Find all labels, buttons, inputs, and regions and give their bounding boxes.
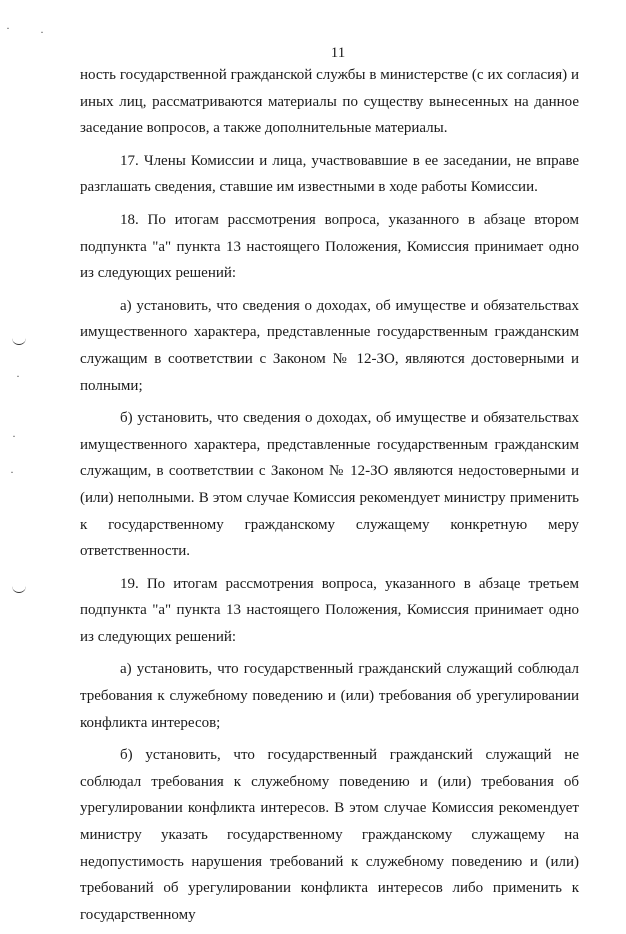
- paragraph-continuation: ность государственной гражданской службы в министерстве (с их согласия) и иных лиц, рассматриваются материалы по существу вынесенных на данное заседание вопросов, а также дополнительные материалы.: [80, 67, 579, 137]
- scan-dot: ·: [10, 465, 14, 479]
- paragraph-19: 19. По итогам рассмотрения вопроса, указанного в абзаце третьем подпункта "а" пункта 13 настоящего Положения, Комиссия принимает одно из следующих решений:: [80, 575, 579, 645]
- binding-hole-mark: [12, 336, 26, 345]
- scan-dot: ·: [16, 369, 20, 383]
- scan-dot: ·: [40, 25, 44, 39]
- scan-dot: ·: [6, 21, 10, 35]
- paragraph-19-b: б) установить, что государственный гражданский служащий не соблюдал требования к служебному поведению и (или) требования об урегулировании конфликта интересов. В этом случае Комиссия рекомендует министру указать государственному гражданскому служащему на недопустимость нарушения требований к служебному поведению и (или) требований об урегулировании конфликта интересов либо применить к государственному: [80, 747, 579, 923]
- paragraph-18-b: б) установить, что сведения о доходах, об имуществе и обязательствах имущественного характера, представленные государственным гражданским служащим, в соответствии с Законом № 12-ЗО являются недостоверными и (или) неполными. В этом случае Комиссия рекомендует министру применить к государственному гражданскому служащему конкретную меру ответственности.: [80, 410, 579, 560]
- page-number: 11: [330, 45, 346, 61]
- document-body: [80, 62, 579, 934]
- paragraph-19-a: а) установить, что государственный гражданский служащий соблюдал требования к служебному поведению и (или) требования об урегулировании конфликта интересов;: [80, 661, 579, 731]
- paragraph-17: 17. Члены Комиссии и лица, участвовавшие в ее заседании, не вправе разглашать сведения, ставшие им известными в ходе работы Комиссии.: [80, 152, 579, 196]
- paragraph-18-a: а) установить, что сведения о доходах, об имуществе и обязательствах имущественного характера, представленные государственным гражданским служащим в соответствии с Законом № 12-ЗО, являются достоверными и полными;: [80, 297, 579, 394]
- scan-dot: ·: [12, 429, 16, 443]
- binding-hole-mark: [12, 584, 26, 593]
- paragraph-18: 18. По итогам рассмотрения вопроса, указанного в абзаце втором подпункта "а" пункта 13 настоящего Положения, Комиссия принимает одно из следующих решений:: [80, 211, 579, 282]
